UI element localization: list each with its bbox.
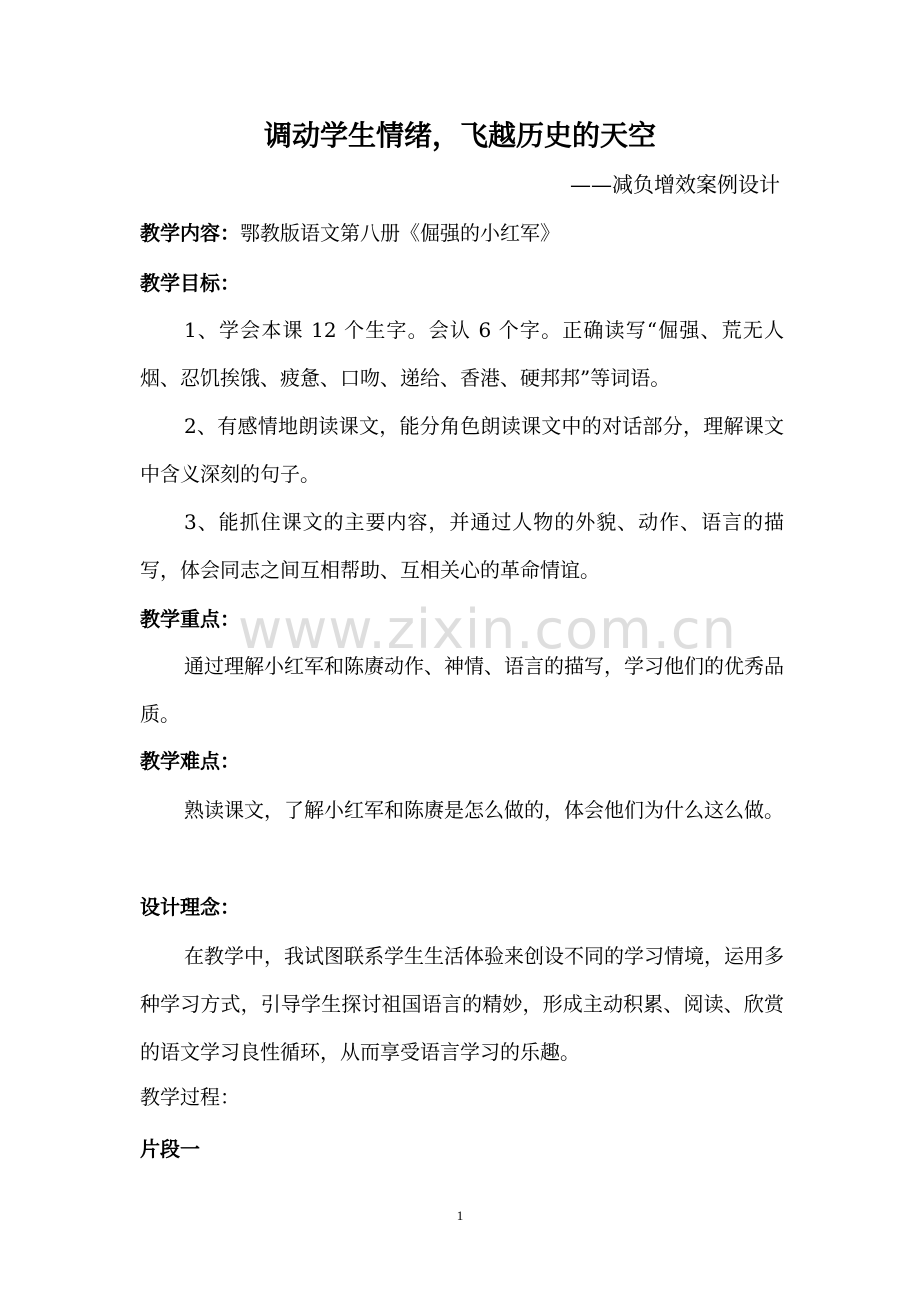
goal-1: 1、学会本课 12 个生字。会认 6 个字。正确读写“倔强、荒无人烟、忍饥挨饿、疲惫、口吻、递给、香港、硬邦邦”等词语。 [140, 318, 784, 390]
teaching-process-label: 教学过程： [140, 1085, 240, 1109]
teaching-content-value: 鄂教版语文第八册《倔强的小红军》 [240, 221, 560, 245]
design-concept-heading: 设计理念： [140, 895, 240, 919]
difficulty-heading: 教学难点： [140, 749, 240, 773]
difficulty-text: 熟读课文，了解小红军和陈赓是怎么做的，体会他们为什么这么做。 [184, 798, 784, 822]
design-concept-text: 在教学中，我试图联系学生生活体验来创设不同的学习情境，运用多种学习方式，引导学生探讨祖国语言的精妙，形成主动积累、阅读、欣赏的语文学习良性循环，从而享受语言学习的乐趣。 [140, 944, 784, 1064]
key-points-heading: 教学重点： [140, 607, 240, 631]
page-number: 1 [456, 1208, 464, 1223]
key-points-text: 通过理解小红军和陈赓动作、神情、语言的描写，学习他们的优秀品质。 [140, 654, 784, 726]
teaching-goals-heading: 教学目标： [140, 271, 240, 295]
document-title: 调动学生情绪，飞越历史的天空 [263, 119, 656, 152]
teaching-content-label: 教学内容： [140, 221, 240, 245]
goal-3: 3、能抓住课文的主要内容，并通过人物的外貌、动作、语言的描写，体会同志之间互相帮助、互相关心的革命情谊。 [140, 510, 784, 582]
teaching-content-line [140, 216, 560, 250]
watermark: www.zixin.com.cn [238, 598, 737, 661]
goal-2: 2、有感情地朗读课文，能分角色朗读课文中的对话部分，理解课文中含义深刻的句子。 [140, 414, 784, 486]
segment-one-heading: 片段一 [140, 1137, 200, 1161]
document-subtitle: ——减负增效案例设计 [570, 173, 780, 197]
